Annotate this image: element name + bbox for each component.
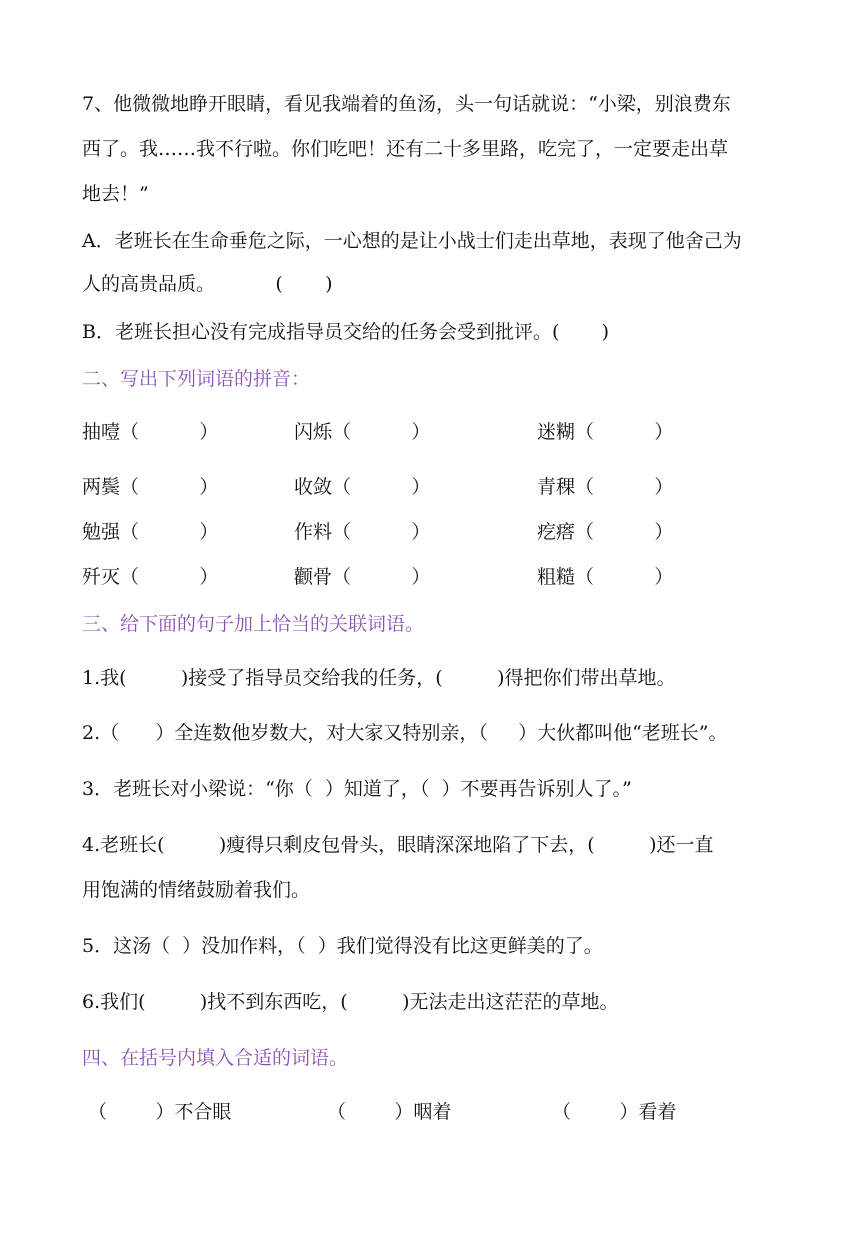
pinyin-item: 颧骨（ ） xyxy=(294,566,431,588)
section-3-title: 三、给下面的句子加上恰当的关联词语。 xyxy=(82,613,425,635)
pinyin-item: 粗糙（ ） xyxy=(537,566,674,588)
q7-line-2: 西了。我……我不行啦。你们吃吧！还有二十多里路，吃完了，一定要走出草 xyxy=(82,138,729,160)
fill-word-item: （ ）咽着 xyxy=(327,1101,452,1123)
pinyin-item: 疙瘩（ ） xyxy=(537,521,674,543)
sentence-4-line-1: 4.老班长( )瘦得只剩皮包骨头，眼睛深深地陷了下去，( )还一直 xyxy=(82,834,714,856)
pinyin-item: 收敛（ ） xyxy=(294,476,431,498)
pinyin-item: 勉强（ ） xyxy=(82,521,219,543)
sentence-4-line-2: 用饱满的情绪鼓励着我们。 xyxy=(82,879,311,901)
pinyin-item: 抽噎（ ） xyxy=(82,421,219,443)
sentence-2: 2.（ ）全连数他岁数大，对大家又特别亲，（ ）大伙都叫他“老班长”。 xyxy=(82,722,728,744)
section-2-title: 二、写出下列词语的拼音： xyxy=(82,368,311,390)
pinyin-item: 两鬓（ ） xyxy=(82,476,219,498)
fill-word-row xyxy=(82,1098,677,1238)
sentence-3: 3．老班长对小梁说：“你（ ）知道了，（ ）不要再告诉别人了。” xyxy=(82,778,632,800)
pinyin-item: 歼灭（ ） xyxy=(82,566,219,588)
q7-option-a-line-1: A．老班长在生命垂危之际，一心想的是让小战士们走出草地，表现了他舍己为 xyxy=(82,230,742,252)
q7-option-a-line-2: 人的高贵品质。 ( ) xyxy=(82,273,333,295)
pinyin-item: 闪烁（ ） xyxy=(294,421,431,443)
sentence-1: 1.我( )接受了指导员交给我的任务，( )得把你们带出草地。 xyxy=(82,667,676,689)
q7-line-1: 7、他微微地睁开眼睛，看见我端着的鱼汤，头一句话就说：“小梁，别浪费东 xyxy=(82,93,731,115)
pinyin-item: 作料（ ） xyxy=(294,521,431,543)
pinyin-item: 迷糊（ ） xyxy=(537,421,674,443)
pinyin-item: 青稞（ ） xyxy=(537,476,674,498)
section-4-title: 四、在括号内填入合适的词语。 xyxy=(82,1047,349,1069)
q7-option-b: B．老班长担心没有完成指导员交给的任务会受到批评。( ) xyxy=(82,321,610,343)
fill-word-item: （ ）不合眼 xyxy=(88,1101,232,1123)
q7-line-3: 地去！” xyxy=(82,183,149,205)
sentence-6: 6.我们( )找不到东西吃，( )无法走出这茫茫的草地。 xyxy=(82,991,619,1013)
fill-word-item: （ ）看着 xyxy=(552,1101,677,1123)
sentence-5: 5．这汤（ ）没加作料，（ ）我们觉得没有比这更鲜美的了。 xyxy=(82,935,603,957)
